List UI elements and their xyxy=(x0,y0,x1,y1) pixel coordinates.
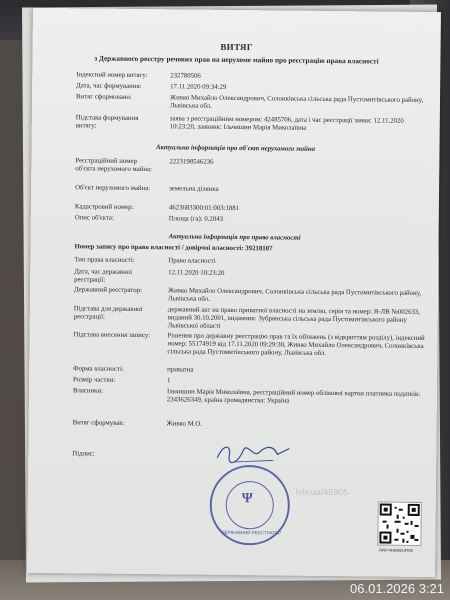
row-label: Підстава для державної реєстрації: xyxy=(73,305,143,321)
signature-label: Підпис: xyxy=(72,450,95,458)
signature-mark xyxy=(213,440,293,467)
row-label: Витяг сформував: xyxy=(72,419,125,427)
row-label: Розмір частки: xyxy=(73,376,116,384)
row-label: Дата, час державної реєстрації: xyxy=(74,268,133,284)
row-label: Тип права власності: xyxy=(74,256,135,264)
section-property-title: Актуальна інформація про об'єкт нерухомого майна xyxy=(155,144,316,153)
document-page xyxy=(27,8,441,577)
watermark: lviv.ua/45905 xyxy=(295,486,349,498)
row-label: Об'єкт нерухомого майна: xyxy=(75,184,151,193)
record-number-line xyxy=(74,243,272,252)
row-value: Живко Михайло Олександрович, Солонківська сільська рада Пустомитівського району, Львівська обл. xyxy=(169,94,424,110)
row-value: 2223198546236 xyxy=(169,158,214,166)
row-value: приватна xyxy=(167,366,194,374)
row-value: Ільчишин Марія Миколаївна, реєстраційний номер облікової картки платника податків: 2343626349, країна громадянства: Україна xyxy=(166,388,421,405)
row-value: земельна ділянка xyxy=(169,185,219,193)
row-label: Форма власності: xyxy=(73,365,124,373)
seal-text: ДЕРЖАВНИЙ РЕЄСТРАТОР xyxy=(221,529,282,536)
row-label: Державний реєстратор: xyxy=(73,286,142,295)
row-value: 4623683300:01:003:1881 xyxy=(168,204,240,213)
row-label: Підстава внесення запису: xyxy=(73,331,151,340)
row-value: 17.11.2020 09:34:29 xyxy=(170,83,227,91)
document-subtitle: з Державного реєстру речових прав на нерухоме майно про реєстрацію права власності xyxy=(94,54,379,66)
section-ownership-title: Актуальна інформація про право власності xyxy=(168,233,301,242)
row-label: Дата, час формування: xyxy=(76,82,142,91)
row-label: Кадастровий номер: xyxy=(74,203,134,211)
row-label: Реєстраційний номер об'єкта нерухомого майна: xyxy=(75,157,152,174)
row-label: Підстава формування витягу: xyxy=(75,114,139,130)
row-value: 232780506 xyxy=(170,72,201,80)
row-value: 12.11.2020 10:23:20 xyxy=(168,269,225,277)
row-value: Живко М.О. xyxy=(166,420,202,428)
photo-timestamp: 06.01.2026 3:21 xyxy=(350,581,444,596)
row-value: державний акт на право приватної власності на землю, серія та номер: Я-ЛВ №002633, виданий 30.10.2001, видавник: Зубрянська сільська рада Пустомитівського району Львівської області xyxy=(167,306,421,330)
row-value: Право власності xyxy=(168,257,216,265)
record-number-label: Номер запису про право власності / довірчої власності: xyxy=(74,243,244,253)
row-label: Індексний номер витягу: xyxy=(76,71,148,80)
document-title: ВИТЯГ xyxy=(220,41,253,53)
row-value: 1 xyxy=(167,377,171,385)
qr-caption: RRP-4HM82UFM5 xyxy=(379,547,413,553)
row-label: Витяг сформовано: xyxy=(76,93,132,101)
row-value: заява з реєстраційним номером: 42485706, дата і час реєстрації заяви: 12.11.2020 10:23:20, заявник: Ільчишин Марія Миколаївна xyxy=(169,115,404,132)
qr-code-icon xyxy=(377,502,421,546)
trident-icon: Ψ xyxy=(241,491,253,507)
row-value: Рішення про державну реєстрацію прав та їх обтяжень (з відкриттям розділу), індексний номер: 55174919 від 17.11.2020 09:29:30, Живко Михайло Олександрович, Солонківська сільська рада Пустомитівського району, Львівська обл. xyxy=(167,332,425,357)
row-label: Опис об'єкта: xyxy=(74,214,114,222)
record-number-value: 39218107 xyxy=(245,245,273,253)
official-seal xyxy=(209,465,290,546)
row-value: Площа (га): 0.2043 xyxy=(168,215,224,223)
row-value: Живко Михайло Олександрович, Солонківська сільська рада Пустомитівського району, Львівська обл. xyxy=(167,287,422,303)
row-label: Власники: xyxy=(72,387,104,395)
